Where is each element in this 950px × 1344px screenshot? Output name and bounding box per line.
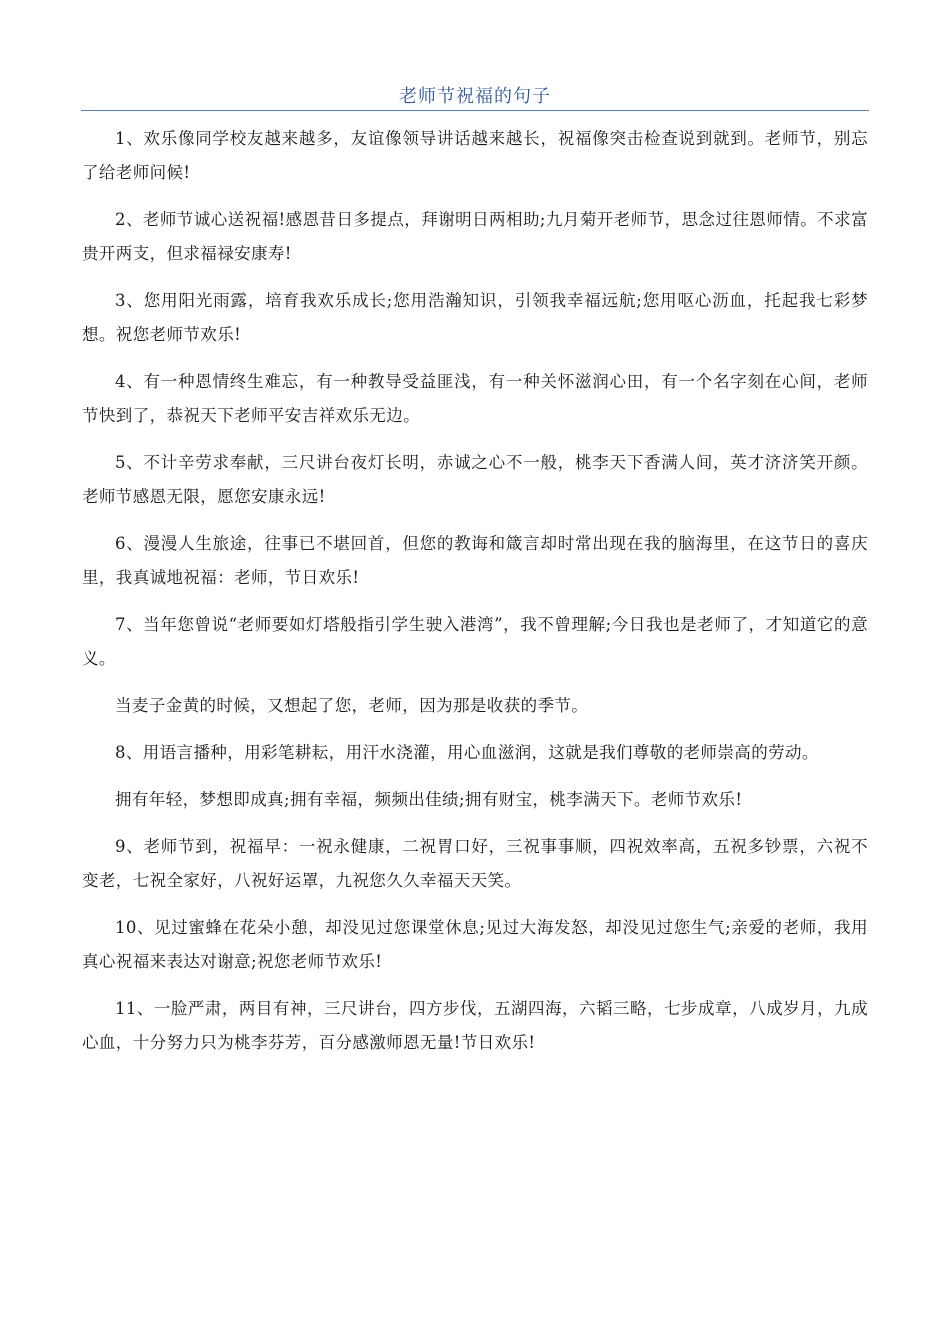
document-body — [82, 122, 868, 1073]
paragraph: 3、您用阳光雨露，培育我欢乐成长;您用浩瀚知识，引领我幸福远航;您用呕心沥血，托起我七彩梦想。祝您老师节欢乐! — [82, 291, 868, 344]
paragraph: 2、老师节诚心送祝福!感恩昔日多提点，拜谢明日两相助;九月菊开老师节，思念过往恩师情。不求富贵开两支，但求福禄安康寿! — [82, 210, 868, 263]
paragraph: 5、不计辛劳求奉献，三尺讲台夜灯长明，赤诚之心不一般，桃李天下香满人间，英才济济笑开颜。老师节感恩无限，愿您安康永远! — [82, 453, 868, 506]
paragraph: 11、一脸严肃，两目有神，三尺讲台，四方步伐，五湖四海，六韬三略，七步成章，八成岁月，九成心血，十分努力只为桃李芬芳，百分感激师恩无量!节日欢乐! — [82, 999, 868, 1052]
document-header — [81, 80, 869, 111]
document-title: 老师节祝福的句子 — [399, 86, 551, 107]
paragraph: 拥有年轻，梦想即成真;拥有幸福，频频出佳绩;拥有财宝，桃李满天下。老师节欢乐! — [115, 790, 743, 809]
paragraph: 4、有一种恩情终生难忘，有一种教导受益匪浅，有一种关怀滋润心田，有一个名字刻在心间，老师节快到了，恭祝天下老师平安吉祥欢乐无边。 — [82, 372, 868, 425]
paragraph: 当麦子金黄的时候，又想起了您，老师，因为那是收获的季节。 — [115, 696, 589, 715]
paragraph: 6、漫漫人生旅途，往事已不堪回首，但您的教诲和箴言却时常出现在我的脑海里，在这节日的喜庆里，我真诚地祝福：老师，节日欢乐! — [82, 534, 868, 587]
paragraph: 1、欢乐像同学校友越来越多，友谊像领导讲话越来越长，祝福像突击检查说到就到。老师节，别忘了给老师问候! — [82, 129, 868, 182]
paragraph: 10、见过蜜蜂在花朵小憩，却没见过您课堂休息;见过大海发怒，却没见过您生气;亲爱的老师，我用真心祝福来表达对谢意;祝您老师节欢乐! — [82, 918, 868, 971]
paragraph: 7、当年您曾说“老师要如灯塔般指引学生驶入港湾”，我不曾理解;今日我也是老师了，才知道它的意义。 — [82, 615, 868, 668]
paragraph: 8、用语言播种，用彩笔耕耘，用汗水浇灌，用心血滋润，这就是我们尊敬的老师崇高的劳动。 — [115, 743, 819, 762]
paragraph: 9、老师节到，祝福早：一祝永健康，二祝胃口好，三祝事事顺，四祝效率高，五祝多钞票，六祝不变老，七祝全家好，八祝好运罩，九祝您久久幸福天天笑。 — [82, 837, 868, 890]
